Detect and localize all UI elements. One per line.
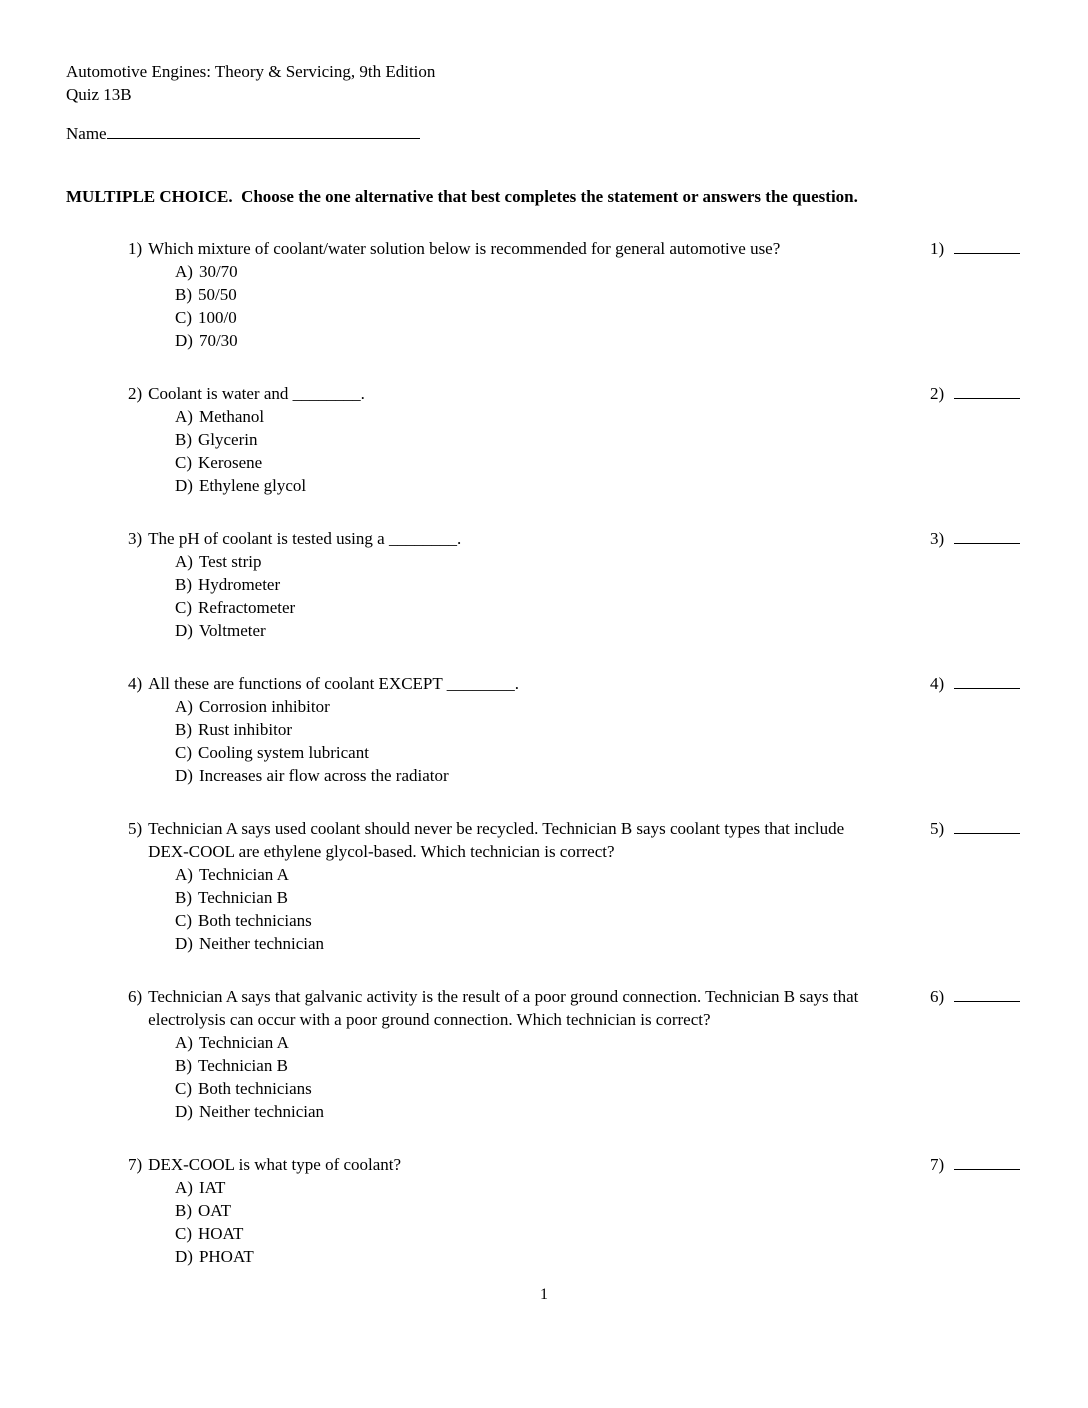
choice-letter: A) [175, 865, 193, 884]
choice-text: Methanol [198, 407, 265, 426]
choice-letter: B) [175, 1201, 192, 1220]
question-number: 2) [128, 384, 143, 403]
choice [175, 283, 898, 306]
choice [175, 1199, 898, 1222]
question-number: 5) [128, 819, 143, 838]
choice [175, 1176, 898, 1199]
choice-letter: A) [175, 1033, 193, 1052]
answer-blank-line [954, 987, 1020, 1002]
choice-letter: C) [175, 1079, 192, 1098]
answer-field [930, 527, 1020, 550]
document-header [0, 0, 1088, 106]
choice-text: Hydrometer [198, 575, 281, 594]
questions-section [0, 237, 1088, 1268]
choice [175, 718, 898, 741]
choice-text: 50/50 [198, 285, 237, 304]
answer-field [930, 382, 1020, 405]
choice-text: IAT [198, 1178, 226, 1197]
choice-text: Technician A [198, 1033, 289, 1052]
choice-text: 30/70 [198, 262, 238, 281]
answer-blank-line [954, 384, 1020, 399]
choice-letter: A) [175, 552, 193, 571]
choice-letter: D) [175, 1102, 193, 1121]
answer-field [930, 1153, 1020, 1176]
choice-letter: A) [175, 262, 193, 281]
answer-field [930, 672, 1020, 695]
choice-letter: C) [175, 598, 192, 617]
choice-letter: D) [175, 621, 193, 640]
instructions: MULTIPLE CHOICE. Choose the one alternative that best completes the statement or answers the question. [66, 187, 858, 206]
question-text: Technician A says that galvanic activity is the result of a poor ground connection. Technician B says that electrolysis can occur with a poor ground connection. Which technician is correct? [148, 987, 859, 1029]
choice-text: Kerosene [198, 453, 263, 472]
choice [175, 329, 898, 352]
choice [175, 428, 898, 451]
choice [175, 1100, 898, 1123]
choice-letter: A) [175, 1178, 193, 1197]
choice-letter: B) [175, 720, 192, 739]
choice-letter: B) [175, 430, 192, 449]
question-number: 7) [128, 1155, 143, 1174]
choice-text: Refractometer [198, 598, 296, 617]
choice [175, 1077, 898, 1100]
answer-number: 5) [930, 819, 945, 838]
choice [175, 695, 898, 718]
choice [175, 1031, 898, 1054]
choice-letter: D) [175, 331, 193, 350]
answer-number: 6) [930, 987, 945, 1006]
choice-text: Technician B [198, 1056, 288, 1075]
choice-text: Cooling system lubricant [198, 743, 369, 762]
choice-letter: C) [175, 911, 192, 930]
choice-text: Neither technician [198, 934, 325, 953]
question [128, 672, 945, 787]
choice-letter: A) [175, 407, 193, 426]
choices [175, 550, 898, 642]
question [128, 817, 945, 955]
question-text: Coolant is water and ________. [148, 384, 365, 403]
choice [175, 306, 898, 329]
page-footer [0, 1283, 1088, 1306]
answer-number: 3) [930, 529, 945, 548]
choice-text: Rust inhibitor [198, 720, 292, 739]
question-number: 1) [128, 239, 143, 258]
answer-blank-line [954, 674, 1020, 689]
choice-letter: D) [175, 766, 193, 785]
choices [175, 1031, 898, 1123]
choice-letter: C) [175, 453, 192, 472]
question [128, 382, 945, 497]
choice-text: Voltmeter [198, 621, 266, 640]
choice-letter: C) [175, 308, 192, 327]
answer-number: 2) [930, 384, 945, 403]
choice-letter: D) [175, 1247, 193, 1266]
question [128, 237, 945, 352]
choice-text: Increases air flow across the radiator [198, 766, 449, 785]
choice [175, 596, 898, 619]
name-field-row [66, 122, 1088, 145]
question [128, 527, 945, 642]
answer-number: 1) [930, 239, 945, 258]
question-text: DEX-COOL is what type of coolant? [148, 1155, 402, 1174]
answer-field [930, 817, 1020, 840]
choice-letter: A) [175, 697, 193, 716]
choice [175, 573, 898, 596]
choice-text: Both technicians [198, 911, 312, 930]
choices [175, 695, 898, 787]
answer-field [930, 985, 1020, 1008]
question-number: 3) [128, 529, 143, 548]
choice-letter: B) [175, 888, 192, 907]
choice [175, 764, 898, 787]
choices [175, 863, 898, 955]
choice-letter: B) [175, 575, 192, 594]
choice [175, 886, 898, 909]
name-blank-line [107, 124, 420, 139]
name-label: Name [66, 124, 107, 143]
choice-letter: C) [175, 743, 192, 762]
choice-text: 100/0 [198, 308, 237, 327]
choice [175, 1054, 898, 1077]
choice-letter: B) [175, 1056, 192, 1075]
choice [175, 741, 898, 764]
choice [175, 451, 898, 474]
choice-text: Both technicians [198, 1079, 312, 1098]
question-number: 4) [128, 674, 143, 693]
choice [175, 550, 898, 573]
question-number: 6) [128, 987, 143, 1006]
choices [175, 405, 898, 497]
answer-field [930, 237, 1020, 260]
question [128, 1153, 945, 1268]
choice-text: Glycerin [198, 430, 258, 449]
choice-letter: B) [175, 285, 192, 304]
choice [175, 619, 898, 642]
question-text: Technician A says used coolant should never be recycled. Technician B says coolant types that include DEX-COOL are ethylene glycol-based. Which technician is correct? [148, 819, 845, 861]
question [128, 985, 945, 1123]
choice-text: Corrosion inhibitor [198, 697, 330, 716]
answer-blank-line [954, 529, 1020, 544]
question-text: The pH of coolant is tested using a ________. [148, 529, 462, 548]
book-title: Automotive Engines: Theory & Servicing, 9th Edition [66, 62, 436, 81]
choice [175, 932, 898, 955]
choice [175, 260, 898, 283]
choice [175, 405, 898, 428]
answer-blank-line [954, 1155, 1020, 1170]
choice-letter: C) [175, 1224, 192, 1243]
choice [175, 863, 898, 886]
choice [175, 474, 898, 497]
question-text: Which mixture of coolant/water solution below is recommended for general automotive use? [148, 239, 781, 258]
answer-number: 4) [930, 674, 945, 693]
choice-letter: D) [175, 476, 193, 495]
choice [175, 1245, 898, 1268]
question-text: All these are functions of coolant EXCEPT ________. [148, 674, 519, 693]
choice-text: HOAT [198, 1224, 244, 1243]
choice-letter: D) [175, 934, 193, 953]
answer-blank-line [954, 819, 1020, 834]
choice-text: Technician B [198, 888, 288, 907]
choice-text: Neither technician [198, 1102, 325, 1121]
page-number: 1 [540, 1286, 548, 1303]
choice-text: 70/30 [198, 331, 238, 350]
choice [175, 909, 898, 932]
choice [175, 1222, 898, 1245]
choice-text: PHOAT [198, 1247, 254, 1266]
choices [175, 260, 898, 352]
choice-text: Test strip [198, 552, 262, 571]
choices [175, 1176, 898, 1268]
answer-blank-line [954, 239, 1020, 254]
choice-text: Ethylene glycol [198, 476, 307, 495]
quiz-title: Quiz 13B [66, 85, 132, 104]
choice-text: OAT [198, 1201, 232, 1220]
choice-text: Technician A [198, 865, 289, 884]
answer-number: 7) [930, 1155, 945, 1174]
